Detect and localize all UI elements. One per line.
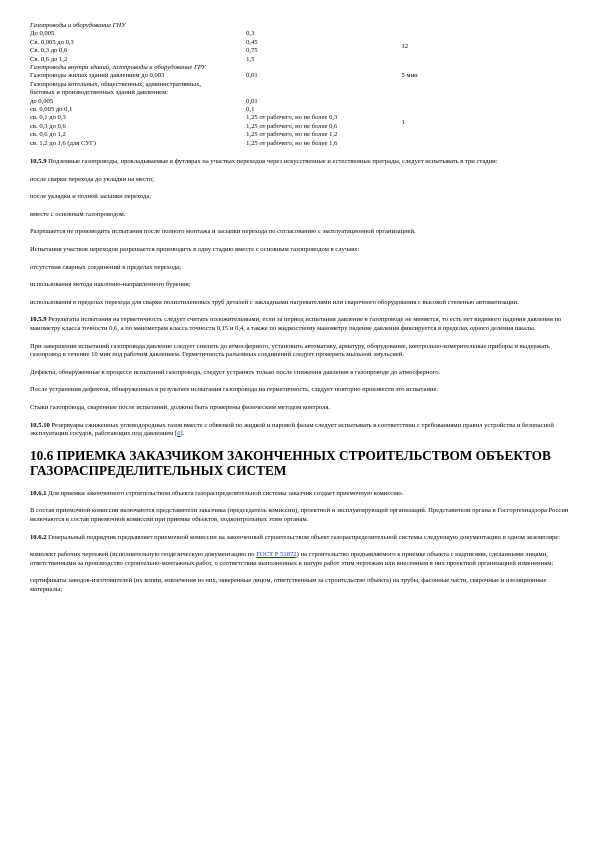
paragraph-text: Подземные газопроводы, прокладываемые в футлярах на участках переходов через искусственные и естественные преграды, следует испытывать в три стадии: <box>46 158 498 166</box>
paragraph: При завершении испытаний газопровода давление следует снизить до атмосферного, установить автоматику, арматуру, оборудование, контрольно-измерительные приборы и выдержать газопровод в течение 10 мин под рабочим давлением. Герметичность разъемных соединений следует проверить мыльной эмульсией. <box>30 342 550 359</box>
paragraph-10-5-9-results <box>30 316 570 333</box>
paragraph-10-6-1 <box>30 490 570 499</box>
table-cell-test-pressure: 1,25 от рабочего, но не более 0,6 <box>246 122 338 130</box>
table-cell-pressure: Св. 0,6 до 1,2 <box>30 55 68 63</box>
paragraph-text: Резервуары сжиженных углеводородных газов вместе с обвязкой по жидкой и паровой фазам следует испытывать в соответствии с требованиями правил устройства и безопасной эксплуатации сосудов, работающих под давлением [ <box>30 421 554 438</box>
table-row <box>30 30 570 38</box>
paragraph-10-5-10 <box>30 422 570 439</box>
table-group-title: Газопроводы котельных, общественных, административных, бытовых и производственных зданий давлением: <box>30 80 202 97</box>
document-page <box>30 22 570 604</box>
table-cell-pressure: св. 0,3 до 0,6 <box>30 122 66 130</box>
paragraph: использования метода наклонно-направленного бурения; <box>30 281 191 289</box>
clause-number: 10.6.1 <box>30 489 47 497</box>
paragraph: отсутствия сварных соединений в пределах перехода; <box>30 263 181 271</box>
table-cell-test-pressure: 1,25 от рабочего, но не более 1,2 <box>246 131 338 139</box>
paragraph: сертификаты заводов-изготовителей (их копии, извлечения из них, заверенные лицом, ответственным за строительство объекта) на трубы, фасонные части, сварочные и изоляционные материалы; <box>30 577 547 593</box>
paragraph: Стыки газопровода, сваренные после испытаний, должны быть проверены физическим методом контроля. <box>30 404 331 411</box>
table-cell-duration: 5 мин <box>401 72 418 80</box>
paragraph-text: ]. <box>180 430 185 438</box>
clause-number: 10.5.10 <box>30 421 50 429</box>
table-cell-pressure: Св. 0,005 до 0,3 <box>30 38 74 46</box>
table-cell-pressure: Газопроводы жилых зданий давлением до 0,003 <box>30 72 165 80</box>
table-cell-pressure: Св. 0,3 до 0,6 <box>30 47 68 55</box>
table-cell-test-pressure: 0,1 <box>246 106 255 114</box>
paragraph: В состав приемочной комиссии включаются представители заказчика (председатель комиссии), проектной и эксплуатирующей организаций. Представители органа в Госгортехнадзора России включаются в состав приемочной комиссии при приемке объектов, подконтрольных этим органам. <box>30 507 569 523</box>
clause-number: 10.5.9 <box>30 316 47 324</box>
paragraph <box>30 551 570 568</box>
table-cell-test-pressure: 0,01 <box>246 72 258 80</box>
paragraph-text: ) на строительство предъявляемого к приемке объекта с надписями, сделанными лицами, ответственными за производство строительно-монтажных работ, о соответствии выполненных в натуре работ этим чертежам или внесенным в них проектной организацией изменениям; <box>30 551 554 567</box>
paragraph: использования в пределах перехода для сварки полиэтиленовых труб деталей с закладными нагревателями или сварочного оборудования с высокой степенью автоматизации. <box>30 298 519 306</box>
reference-link[interactable]: 6 <box>177 430 181 438</box>
table-cell-pressure: св. 0,005 до 0,1 <box>30 106 73 114</box>
section-heading: 10.6 ПРИЕМКА ЗАКАЗЧИКОМ ЗАКОНЧЕННЫХ СТРОИТЕЛЬСТВОМ ОБЪЕКТОВ ГАЗОРАСПРЕДЕЛИТЕЛЬНЫХ СИСТЕМ <box>30 447 551 478</box>
table-cell-test-pressure: 1,25 от рабочего, но не более 0,3 <box>246 114 338 122</box>
table-cell-pressure: св. 0,6 до 1,2 <box>30 131 66 139</box>
paragraph-text: Для приемки законченного строительством объекта газораспределительной системы заказчик создает приемочную комиссию. <box>46 489 404 497</box>
table-group-title: Газопроводы и оборудование ГНУ <box>30 22 126 29</box>
table-row <box>30 98 570 106</box>
paragraph: после сварки перехода до укладки на место; <box>30 175 154 183</box>
paragraph: Дефекты, обнаруженные в процессе испытаний газопровода, следует устранять только после снижения давления в газопроводе до атмосферного. <box>30 368 441 376</box>
paragraph: вместе с основным газопроводом. <box>30 210 126 218</box>
paragraph-10-5-9 <box>30 158 570 167</box>
table-row <box>30 72 570 80</box>
table-cell-test-pressure: 1,5 <box>246 55 255 63</box>
test-pressure-table <box>30 22 570 148</box>
paragraph-text: Генеральный подрядчик предъявляет приемочной комиссии на законченный строительством объект газораспределительной системы следующую документацию в одном экземпляре: <box>46 533 561 541</box>
table-group-title: Газопроводы внутри зданий, газопроводы и оборудование ГРУ <box>30 64 206 72</box>
table-cell-test-pressure: 0,75 <box>246 47 258 55</box>
table-cell-test-pressure: 0,01 <box>246 97 258 105</box>
table-cell-test-pressure: 1,25 от рабочего, но не более 1,6 <box>246 139 338 147</box>
table-cell-pressure: До 0,005 <box>30 30 55 38</box>
clause-number: 10.5.9 <box>30 158 47 166</box>
paragraph-text: Результаты испытания на герметичность следует считать положительными, если за период испытания давление в газопроводе не меняется, то есть нет видимого падения давления по манометру класса точности 0,6, а по манометрам класса точности 0,15 и 0,4, а также по жидкостному манометру падение давления фиксируется в пределах одного деления шкалы. <box>30 316 562 333</box>
table-cell-pressure: св. 0,1 до 0,3 <box>30 114 66 122</box>
table-cell-test-pressure: 0,45 <box>246 38 258 46</box>
table-cell-duration: 12 <box>401 43 409 51</box>
paragraph: после укладки и полной засыпки перехода; <box>30 193 152 201</box>
paragraph-text: комплект рабочих чертежей (исполнительную геодезическую документацию по <box>30 551 257 559</box>
table-cell-pressure: св. 1,2 до 1,6 (для СУГ) <box>30 139 96 147</box>
clause-number: 10.6.2 <box>30 533 47 541</box>
table-cell-duration: 1 <box>401 118 405 126</box>
gost-link[interactable]: ГОСТ Р 51872 <box>256 551 297 559</box>
table-cell-test-pressure: 0,3 <box>246 30 255 38</box>
paragraph: После устранения дефектов, обнаруженных в результате испытания газопровода на герметичность, следует повторно произвести это испытание. <box>30 386 439 394</box>
paragraph: Разрешается не производить испытания после полного монтажа и засыпки перехода по согласованию с эксплуатационной организацией. <box>30 228 416 236</box>
table-cell-pressure: до 0,005 <box>30 97 54 105</box>
paragraph: Испытания участков переходов разрешается производить в одну стадию вместе с основным газопроводом в случаях: <box>30 246 360 254</box>
paragraph-10-6-2 <box>30 534 570 543</box>
